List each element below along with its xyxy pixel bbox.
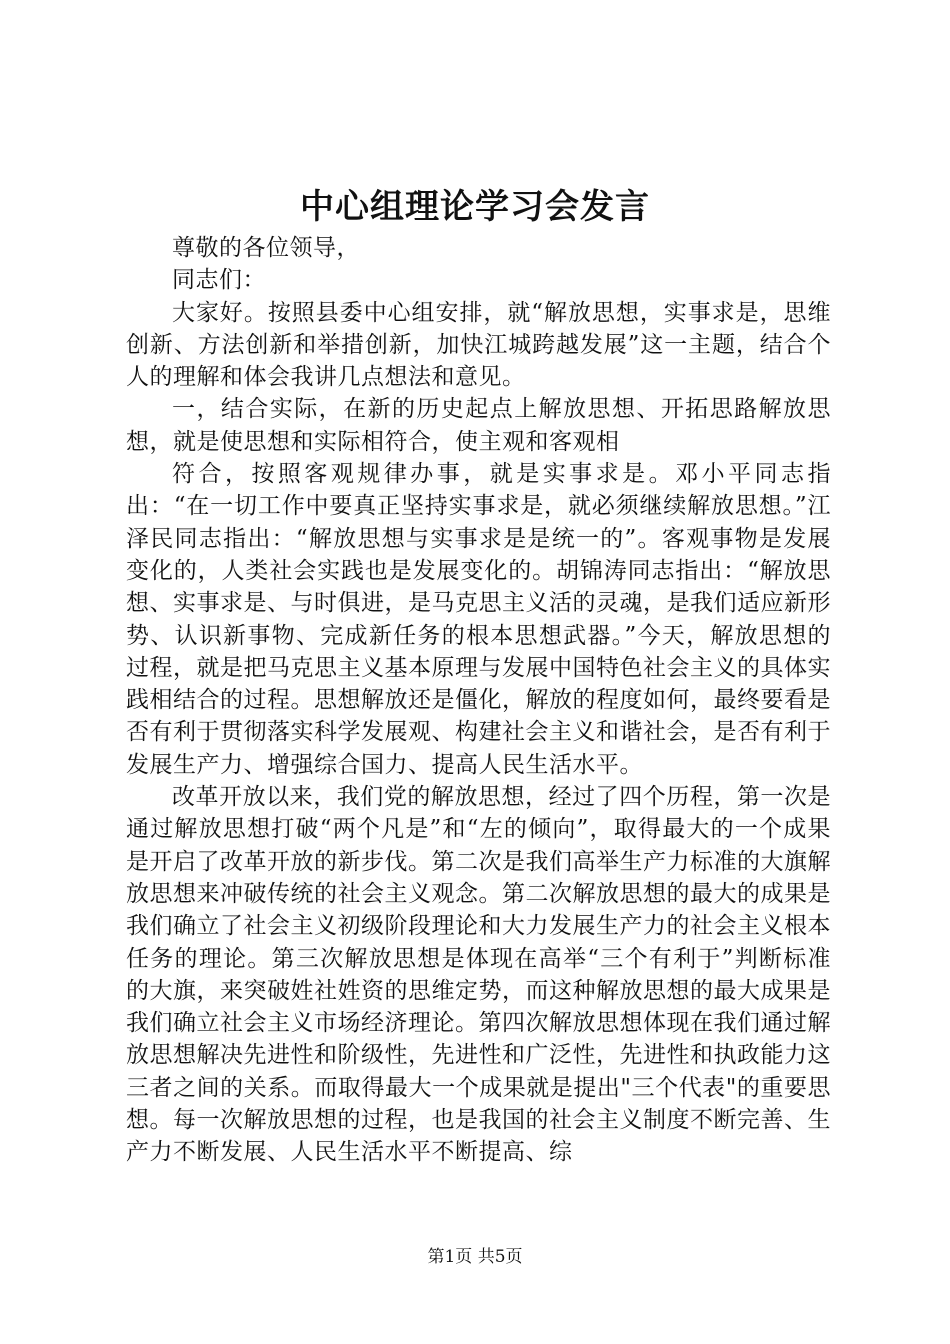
paragraph-reform-history: 改革开放以来，我们党的解放思想，经过了四个历程，第一次是通过解放思想打破“两个凡是”和“左的倾向”，取得最大的一个成果是开启了改革开放的新步伐。第二次是我们高举生产力标准的大旗解放思想来冲破传统的社会主义观念。第二次解放思想的最大的成果是我们确立了社会主义初级阶段理论和大力发展生产力的社会主义根本任务的理论。第三次解放思想是体现在高举“三个有利于”判断标准的大旗，来突破姓社姓资的思维定势，而这种解放思想的最大成果是我们确立社会主义市场经济理论。第四次解放思想体现在我们通过解放思想解决先进性和阶级性，先进性和广泛性，先进性和执政能力这三者之间的关系。而取得最大一个成果就是提出"三个代表"的重要思想。每一次解放思想的过程，也是我国的社会主义制度不断完善、生产力不断发展、人民生活水平不断提高、综 — [126, 784, 831, 1166]
paragraph-seeking-truth: 符合，按照客观规律办事，就是实事求是。邓小平同志指出：“在一切工作中要真正坚持实事求是，就必须继续解放思想。”江泽民同志指出：“解放思想与实事求是是统一的”。客观事物是发展变化的，人类社会实践也是发展变化的。胡锦涛同志指出：“解放思想、实事求是、与时俱进，是马克思主义活的灵魂，是我们适应新形势、认识新事物、完成新任务的根本思想武器。”今天，解放思想的过程，就是把马克思主义基本原理与发展中国特色社会主义的具体实践相结合的过程。思想解放还是僵化，解放的程度如何，最终要看是否有利于贯彻落实科学发展观、构建社会主义和谐社会，是否有利于发展生产力、增强综合国力、提高人民生活水平。 — [126, 461, 831, 778]
salutation-comrades: 同志们： — [172, 267, 266, 294]
paragraph-section-one: 一，结合实际，在新的历史起点上解放思想、开拓思路解放思想，就是使思想和实际相符合，使主观和客观相 — [126, 396, 831, 455]
document-body — [126, 232, 831, 1169]
page-number: 第1页 共5页 — [427, 1247, 523, 1267]
document-title: 中心组理论学习会发言 — [300, 187, 650, 227]
salutation-leaders: 尊敬的各位领导， — [172, 235, 360, 261]
paragraph-intro: 大家好。按照县委中心组安排，就“解放思想，实事求是，思维创新、方法创新和举措创新，加快江城跨越发展”这一主题，结合个人的理解和体会我讲几点想法和意见。 — [126, 299, 831, 391]
